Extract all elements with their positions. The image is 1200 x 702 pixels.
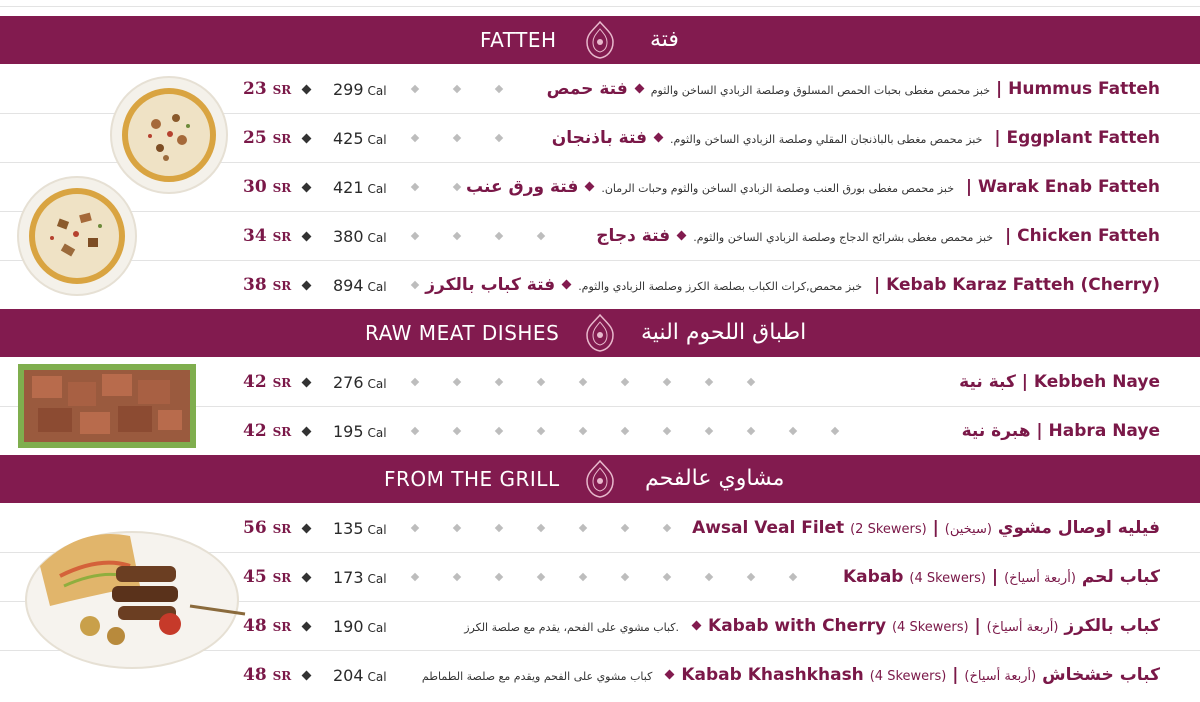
item-calories: 195 Cal — [333, 422, 387, 441]
item-calories: 421 Cal — [333, 178, 387, 197]
bullet-icon — [302, 427, 312, 437]
item-name: كبة نية | Kebbeh Naye — [959, 372, 1160, 392]
item-name: خبز محمص مغطى بحبات الحمص المسلوق وصلصة الزبادي الساخن والثومفتة حمص| Hummus Fatteh — [546, 79, 1160, 99]
item-price: 23 SR — [243, 79, 292, 99]
bullet-icon — [302, 183, 312, 193]
section-title-en: FROM THE GRILL — [384, 467, 560, 491]
bullet-icon — [302, 281, 312, 291]
bullet-icon — [302, 85, 312, 95]
bullet-icon — [302, 232, 312, 242]
grill-platter-photo — [20, 516, 250, 674]
bullet-icon — [302, 671, 312, 681]
item-name: خبز محمص مغطى بورق العنب وصلصة الزبادي الساخن والثوم وحبات الرمان.فتة ورق عنب | Warak Enab Fatteh — [466, 177, 1160, 197]
item-price: 56 SR — [243, 518, 292, 538]
item-calories: 190 Cal — [333, 617, 387, 636]
item-price: 34 SR — [243, 226, 292, 246]
item-price: 42 SR — [243, 372, 292, 392]
bullet-icon — [302, 622, 312, 632]
item-calories: 173 Cal — [333, 568, 387, 587]
section-title-ar: اطباق اللحوم النية — [641, 320, 807, 345]
item-price: 38 SR — [243, 275, 292, 295]
section-banner-raw-meat — [0, 309, 1200, 357]
ornament-icon — [583, 459, 617, 499]
item-name: خبز محمص مغطى بالباذنجان المقلي وصلصة الزبادي الساخن والثوم.فتة باذنجان | Eggplant Fatteh — [551, 128, 1160, 148]
section-title-en: FATTEH — [480, 28, 557, 52]
item-price: 48 SR — [243, 665, 292, 685]
item-name: كباب مشوي على الفحم ويقدم مع صلصة الطماطم Kabab Khashkhash (4 Skewers) | (أربعة أسياخ) كباب خشخاش — [421, 665, 1160, 685]
item-price: 42 SR — [243, 421, 292, 441]
item-calories: 276 Cal — [333, 373, 387, 392]
ornament-icon — [583, 20, 617, 60]
bullet-icon — [302, 573, 312, 583]
item-calories: 299 Cal — [333, 80, 387, 99]
item-name: هبرة نية | Habra Naye — [961, 421, 1160, 441]
item-name: كباب مشوي على الفحم، يقدم مع صلصة الكرز. Kabab with Cherry (4 Skewers) | (أربعة أسياخ) كباب بالكرز — [464, 616, 1160, 636]
item-price: 45 SR — [243, 567, 292, 587]
menu-item — [0, 261, 1200, 310]
bullet-icon — [302, 134, 312, 144]
item-calories: 894 Cal — [333, 276, 387, 295]
item-name: Kabab (4 Skewers) | (أربعة أسياخ) كباب لحم — [843, 567, 1160, 587]
item-price: 30 SR — [243, 177, 292, 197]
section-banner-fatteh — [0, 16, 1200, 64]
item-name: خبز محمص مغطى بشرائح الدجاج وصلصة الزبادي الساخن والثوم.فتة دجاج | Chicken Fatteh — [596, 226, 1160, 246]
bullet-icon — [302, 524, 312, 534]
item-calories: 204 Cal — [333, 666, 387, 685]
bullet-icon — [302, 378, 312, 388]
item-price: 48 SR — [243, 616, 292, 636]
section-title-ar: فتة — [650, 27, 679, 52]
item-calories: 425 Cal — [333, 129, 387, 148]
section-title-ar: مشاوي عالفحم — [645, 466, 785, 491]
menu-item — [0, 212, 1200, 261]
fatteh-photo — [16, 172, 138, 300]
ornament-icon — [583, 313, 617, 353]
item-name: خبز محمص,كرات الكباب بصلصة الكرز وصلصة الزبادي والثوم.فتة كباب بالكرز | Kebab Karaz Fatteh (Cherry) — [425, 275, 1160, 295]
item-calories: 380 Cal — [333, 227, 387, 246]
section-title-en: RAW MEAT DISHES — [365, 321, 560, 345]
item-name: Awsal Veal Filet (2 Skewers) | (سيخين) فيليه اوصال مشوي — [692, 518, 1160, 538]
item-calories: 135 Cal — [333, 519, 387, 538]
section-banner-grill — [0, 455, 1200, 503]
item-price: 25 SR — [243, 128, 292, 148]
raw-kibbeh-photo — [18, 364, 196, 448]
divider — [0, 6, 1200, 7]
